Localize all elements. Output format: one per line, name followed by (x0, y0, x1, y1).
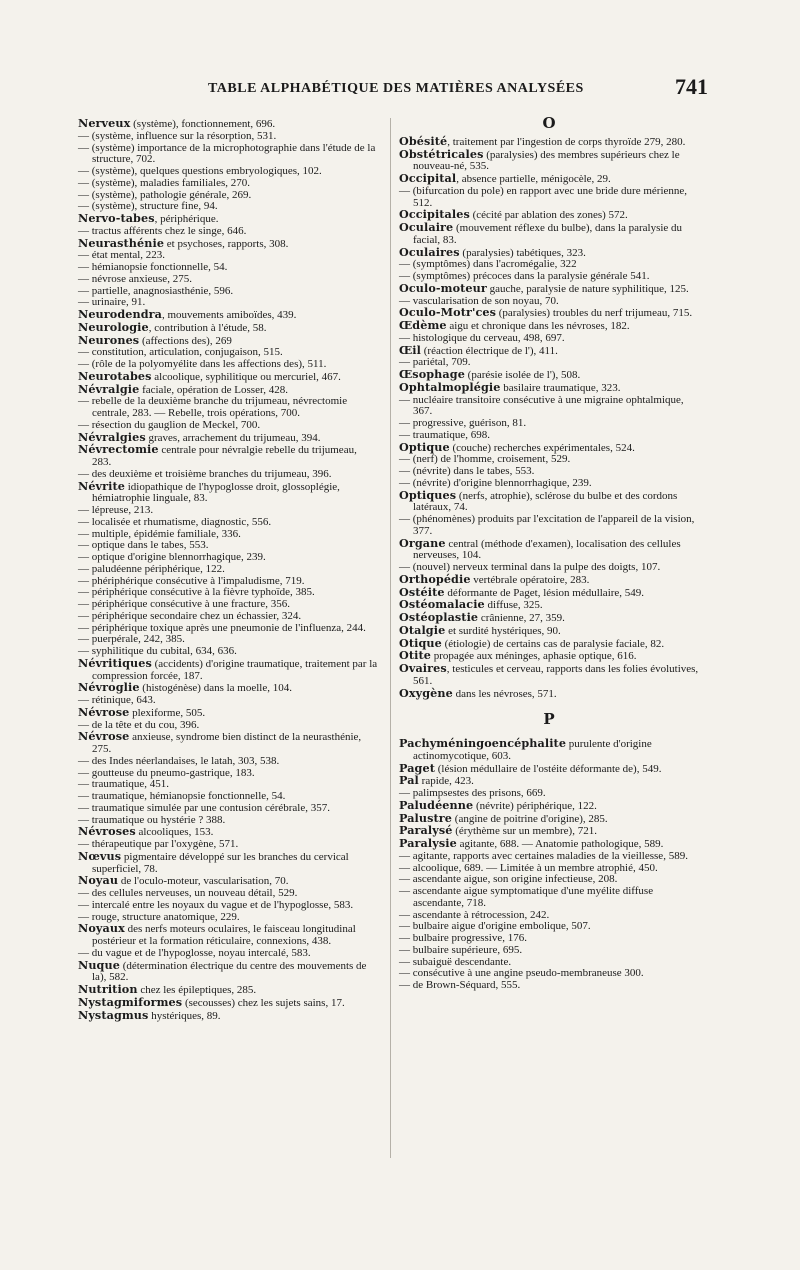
entry-text: (couche) recherches expérimentales, 524. (449, 441, 635, 454)
entry-text: alcooliques, 153. (135, 826, 214, 839)
index-entry (399, 663, 699, 688)
entry-text: — rouge, structure anatomique, 229. (78, 910, 240, 923)
entry-headword: Névrite (78, 478, 125, 493)
entry-text: — syphilitique du cubital, 634, 636. (78, 645, 237, 657)
entry-headword: Noyau (78, 873, 119, 888)
entry-headword: Névralgies (78, 429, 146, 444)
entry-text: déformante de Paget, lésion médullaire, 549. (444, 586, 645, 599)
entry-text: — constitution, articulation, conjugaison, 515. (78, 346, 283, 359)
entry-headword: Œsophage (399, 367, 465, 381)
entry-text: — vascularisation de son noyau, 70. (399, 294, 559, 307)
entry-text: — de la tête et du cou, 396. (78, 718, 200, 731)
entry-text: basilaire traumatique, 323. (500, 381, 621, 394)
entry-text: — des Indes néerlandaises, le latah, 303, 538. (78, 754, 280, 767)
entry-headword: Œdème (399, 318, 447, 332)
entry-headword: Névrose (78, 704, 130, 719)
index-entry (399, 395, 699, 419)
entry-text: — localisée et rhumatisme, diagnostic, 556. (78, 515, 272, 528)
index-entry (78, 957, 378, 985)
entry-text: (névrite) périphérique, 122. (473, 799, 597, 812)
entry-text: — ascendante à rétrocession, 242. (399, 908, 550, 921)
entry-headword: Otique (399, 635, 442, 650)
entry-text: graves, arrachement du trijumeau, 394. (145, 431, 321, 444)
entry-text: central (méthode d'examen), localisation des cellules nerveuses, 104. (413, 537, 681, 562)
entry-headword: Oculo-moteur (399, 280, 487, 295)
section-p-entries (399, 738, 699, 992)
entry-text: (système), fonctionnement, 696. (130, 118, 276, 130)
entry-headword: Névrose (78, 729, 130, 744)
entry-text: — paludéenne périphérique, 122. (78, 562, 225, 575)
entry-text: — palimpsestes des prisons, 669. (399, 787, 546, 799)
entry-headword: Optiques (399, 487, 457, 502)
entry-text: aigu et chronique dans les névroses, 182. (446, 320, 630, 332)
entry-text: — (bifurcation du pole) en rapport avec une bride dure mérienne, 512. (399, 184, 688, 209)
entry-text: — des cellules nerveuses, un nouveau détail, 529. (78, 887, 298, 899)
entry-text: — traumatique, 698. (399, 428, 491, 441)
entry-headword: Otalgie (399, 622, 446, 637)
entry-text: — subaiguë descendante. (399, 955, 512, 968)
entry-text: — hémianopsie fonctionnelle, 54. (78, 261, 228, 273)
column-divider (390, 118, 391, 1158)
entry-headword: Ovaires (399, 661, 447, 675)
index-entry (399, 738, 699, 763)
entry-text: crânienne, 27, 359. (478, 612, 565, 624)
index-entry (399, 886, 699, 910)
entry-text: — thérapeutique par l'oxygène, 571. (78, 838, 239, 850)
entry-text: — traumatique ou hystérie ? 388. (78, 813, 226, 826)
entry-headword: Ostéite (399, 584, 445, 599)
entry-headword: Ostéomalacie (399, 597, 485, 612)
index-entry (399, 760, 699, 776)
index-entry (399, 685, 699, 701)
entry-text: — (symptômes) précoces dans la paralysie générale 541. (399, 270, 650, 282)
entry-text: — puerpérale, 242, 385. (78, 633, 185, 646)
section-letter-p: P (543, 710, 555, 729)
page-header (80, 74, 708, 102)
entry-text: — périphérique secondaire chez un échassier, 324. (78, 609, 302, 622)
entry-text: dans les névroses, 571. (452, 687, 557, 700)
entry-headword: Pachyméningoencéphalite (399, 736, 567, 750)
entry-text: gauche, paralysie de nature syphilitique, 125. (486, 282, 689, 295)
entry-text: — (système, influence sur la résorption, 531. (78, 129, 277, 142)
entry-text: — (phénomènes) produits par l'excitation de l'appareil de la vision, 377. (399, 513, 695, 537)
entry-headword: Nystagmiformes (78, 994, 183, 1009)
entry-text: , mouvements amiboïdes, 439. (161, 309, 297, 321)
entry-text: (cécité par ablation des zones) 572. (469, 209, 628, 222)
index-entry (399, 333, 699, 345)
entry-text: anxieuse, syndrome bien distinct de la neurasthénie, 275. (92, 731, 362, 755)
entry-text: (nerfs, atrophie), sclérose du bulbe et des cordons latéraux, 74. (413, 489, 678, 514)
entry-headword: Paget (399, 760, 435, 775)
index-entry (78, 1007, 378, 1023)
entry-headword: Ophtalmoplégie (399, 379, 501, 394)
entry-headword: Otite (399, 648, 431, 663)
index-entry (78, 478, 378, 506)
index-entry (78, 923, 378, 948)
entry-text: hystériques, 89. (148, 1009, 221, 1022)
section-letter-o: O (542, 114, 556, 132)
entry-text: (secousses) chez les sujets sains, 17. (182, 996, 345, 1009)
entry-text: — intercalé entre les noyaux du vague et de l'hypoglosse, 583. (78, 898, 354, 911)
entry-text: (paralysies) des membres supérieurs chez le nouveau-né, 535. (413, 148, 680, 173)
index-entry (399, 622, 699, 638)
entry-text: — (nerf) de l'homme, croisement, 529. (399, 453, 571, 466)
entry-text: — bulbaire supérieure, 695. (399, 943, 523, 956)
index-entry (399, 635, 699, 651)
entry-text: — goutteuse du pneumo-gastrique, 183. (78, 766, 255, 779)
entry-text: centrale pour névralgie rebelle du trijumeau, 283. (92, 444, 357, 468)
entry-headword: Oculaires (399, 244, 460, 259)
index-entry (399, 146, 699, 174)
entry-headword: Obésité (399, 133, 448, 148)
entry-headword: Paralysie (399, 836, 457, 850)
entry-headword: Neurodendra (78, 307, 162, 321)
entry-headword: Optique (399, 439, 450, 454)
index-entry (399, 186, 699, 210)
index-entry (78, 143, 378, 167)
entry-headword: Névroglie (78, 680, 140, 695)
entry-text: rapide, 423. (418, 775, 474, 788)
entry-text: et surdité hystériques, 90. (445, 624, 561, 637)
entry-text: — optique dans le tabes, 553. (78, 539, 209, 552)
entry-text: — (rôle de la polyomyélite dans les affections des), 511. (78, 358, 327, 370)
entry-text: — périphérique consécutive à la fièvre typhoïde, 385. (78, 586, 315, 599)
index-entry (78, 396, 378, 420)
entry-text: , contribution à l'étude, 58. (148, 321, 267, 334)
entry-text: (lésion médullaire de l'ostéite déformante de), 549. (434, 762, 662, 775)
entry-text: (accidents) d'origine traumatique, traitement par la compression forcée, 187. (92, 657, 378, 682)
entry-text: — de Brown-Séquard, 555. (399, 979, 521, 991)
entry-text: faciale, opération de Losser, 428. (139, 383, 288, 396)
entry-text: et psychoses, rapports, 308. (164, 237, 289, 250)
entry-text: — traumatique simulée par une contusion cérébrale, 357. (78, 801, 330, 814)
entry-text: — rebelle de la deuxième branche du trijumeau, névrectomie centrale, 283. — Rebelle, trois opérations, 700. (78, 395, 348, 419)
entry-text: , testicules et cerveau, rapports dans les folies évolutives, 561. (413, 663, 699, 687)
entry-text: — nucléaire transitoire consécutive à une migraine ophtalmique, 367. (399, 393, 684, 418)
entry-headword: Neurasthénie (78, 235, 165, 250)
entry-text: — histologique du cerveau, 498, 697. (399, 331, 565, 344)
entry-text: (angine de poitrine d'origine), 285. (452, 812, 608, 825)
entry-headword: Noyaux (78, 921, 125, 936)
entry-text: purulente d'origine actinomycotique, 603. (413, 738, 652, 762)
entry-text: — pariétal, 709. (399, 356, 471, 369)
entry-text: (histogénèse) dans la moelle, 104. (139, 682, 292, 695)
entry-text: des nerfs moteurs oculaires, le faisceau longitudinal postérieur et la formation réticulaire, connexions, 438. (92, 923, 356, 947)
entry-text: diffuse, 325. (484, 599, 543, 612)
entry-headword: Œil (399, 342, 422, 357)
entry-text: — agitante, rapports avec certaines maladies de la vieillesse, 589. (399, 849, 688, 862)
entry-text: — tractus afférents chez le singe, 646. (78, 224, 247, 237)
index-entry (78, 848, 378, 876)
entry-text: pigmentaire développé sur les branches du cervical superficiel, 78. (92, 850, 349, 875)
entry-headword: Nutrition (78, 982, 138, 996)
entry-text: — résection du gauglion de Meckel, 700. (78, 418, 261, 431)
entry-text: — (système) importance de la microphotographie dans l'étude de la structure, 702. (78, 141, 376, 166)
entry-text: — urinaire, 91. (78, 296, 146, 309)
entry-text: — rétinique, 643. (78, 694, 156, 706)
entry-text: (détermination électrique du centre des mouvements de la), 582. (92, 959, 367, 984)
entry-text: — ascendante aigue, son origine infectieuse, 208. (399, 873, 618, 886)
entry-text: alcoolique, syphilitique ou mercuriel, 467. (151, 370, 341, 383)
entry-text: chez les épileptiques, 285. (137, 984, 257, 996)
entry-text: — (névrite) d'origine blennorrhagique, 239. (399, 476, 592, 489)
index-entry (78, 444, 378, 469)
index-entry (78, 948, 378, 960)
running-title: TABLE ALPHABÉTIQUE DES MATIÈRES ANALYSÉES (208, 81, 584, 96)
entry-headword: Névroses (78, 824, 136, 839)
entry-text: — lépreuse, 213. (78, 504, 154, 516)
index-entry (78, 655, 378, 683)
entry-headword: Nervo-tabes (78, 211, 155, 225)
entry-text: plexiforme, 505. (129, 706, 206, 719)
index-entry (78, 839, 378, 851)
entry-text: — multiple, épidémie familiale, 336. (78, 527, 241, 540)
entry-headword: Paludéenne (399, 797, 474, 812)
entry-text: — périphérique consécutive à une fracture, 356. (78, 598, 290, 610)
entry-headword: Paralysé (399, 823, 453, 838)
entry-headword: Nystagmus (78, 1007, 149, 1022)
entry-text: , traitement par l'ingestion de corps thyroïde 279, 280. (447, 135, 686, 148)
index-entry (78, 731, 378, 756)
entry-text: — (système), pathologie générale, 269. (78, 188, 252, 201)
entry-text: — état mental, 223. (78, 249, 166, 262)
entry-text: (érythème sur un membre), 721. (452, 825, 597, 838)
entry-headword: Oculaire (399, 220, 454, 234)
entry-text: vertébrale opératoire, 283. (470, 573, 590, 586)
entry-headword: Oculo-Motr'ces (399, 305, 497, 320)
entry-headword: Névralgie (78, 381, 140, 396)
entry-headword: Organe (399, 535, 446, 550)
entry-text: — phériphérique consécutive à l'impaludisme, 719. (78, 574, 305, 587)
entry-text: — ascendante aigue symptomatique d'une myélite diffuse ascendante, 718. (399, 885, 654, 909)
entry-text: — partielle, anagnosiasthénie, 596. (78, 284, 234, 297)
entry-text: — (système), maladies familiales, 270. (78, 176, 250, 189)
entry-headword: Neurones (78, 332, 140, 347)
entry-text: — progressive, guérison, 81. (399, 417, 527, 429)
entry-headword: Occipitales (399, 207, 470, 222)
entry-text: (paralysies) troubles du nerf trijumeau, 715. (496, 307, 693, 320)
entry-text: (réaction électrique de l'), 411. (421, 344, 558, 357)
entry-headword: Névritiques (78, 655, 152, 670)
entry-headword: Oxygène (399, 685, 453, 700)
entry-headword: Neurotabes (78, 368, 152, 383)
index-entry (399, 514, 699, 538)
entry-text: — périphérique toxique après une pneumonie de l'influenza, 244. (78, 621, 366, 634)
entry-text: (étiologie) de certains cas de paralysie faciale, 82. (441, 637, 665, 650)
index-entry (399, 487, 699, 515)
entry-text: de l'oculo-moteur, vascularisation, 70. (118, 875, 289, 888)
index-entry (399, 222, 699, 247)
entry-text: — bulbaire progressive, 176. (399, 932, 527, 944)
left-column (78, 118, 378, 1022)
entry-headword: Occipital (399, 171, 457, 185)
right-column (399, 114, 699, 992)
entry-text: — alcoolique, 689. — Limitée à un membre atrophié, 450. (399, 861, 658, 874)
entry-text: — (symptômes) dans l'acromégalie, 322 (399, 258, 577, 271)
entry-text: (parésie isolée de l'), 508. (464, 369, 581, 381)
entry-headword: Palustre (399, 810, 453, 825)
entry-text: — (névrite) dans le tabes, 553. (399, 465, 535, 477)
entry-headword: Nerveux (78, 116, 131, 130)
entry-text: — bulbaire aigue d'origine embolique, 507. (399, 920, 591, 933)
entry-text: — traumatique, hémianopsie fonctionnelle, 54. (78, 790, 286, 802)
entry-text: — (système), quelques questions embryologiques, 102. (78, 165, 322, 177)
entry-text: — des deuxième et troisième branches du trijumeau, 396. (78, 467, 332, 480)
entry-text: , périphérique. (154, 213, 219, 225)
entry-text: — consécutive à une angine pseudo-membraneuse 300. (399, 967, 644, 980)
entry-text: — névrose anxieuse, 275. (78, 272, 192, 285)
entry-text: propagée aux méninges, aphasie optique, 616. (430, 650, 637, 663)
entry-headword: Névrectomie (78, 442, 159, 457)
entry-text: — du vague et de l'hypoglosse, noyau intercalé, 583. (78, 946, 311, 959)
entry-headword: Ostéoplastie (399, 610, 479, 624)
entry-text: idiopathique de l'hypoglosse droit, glossoplégie, hémiatrophie linguale, 83. (92, 480, 340, 505)
entry-text: — (système), structure fine, 94. (78, 200, 218, 213)
entry-headword: Orthopédie (399, 571, 471, 586)
section-o-entries (399, 133, 699, 701)
page-number: 741 (675, 74, 708, 99)
entry-text: (paralysies) tabétiques, 323. (459, 246, 586, 259)
entry-headword: Pal (399, 773, 419, 788)
entry-text: — optique d'origine blennorrhagique, 239. (78, 551, 266, 563)
entry-text: , absence partielle, ménigocèle, 29. (456, 173, 611, 185)
entry-headword: Nœvus (78, 848, 122, 863)
entry-text: (mouvement réflexe du bulbe), dans la paralysie du facial, 83. (413, 222, 683, 246)
entry-headword: Neurologie (78, 319, 149, 334)
index-entry (399, 980, 699, 992)
index-entry (399, 535, 699, 563)
entry-text: (affections des), 269 (139, 334, 232, 347)
entry-text: agitante, 688. — Anatomie pathologique, 589. (456, 838, 664, 850)
entry-text: — traumatique, 451. (78, 778, 170, 791)
entry-text: — (nouvel) nerveux terminal dans la pulpe des doigts, 107. (399, 561, 661, 573)
entry-headword: Obstétricales (399, 146, 484, 161)
entry-headword: Nuque (78, 957, 120, 972)
